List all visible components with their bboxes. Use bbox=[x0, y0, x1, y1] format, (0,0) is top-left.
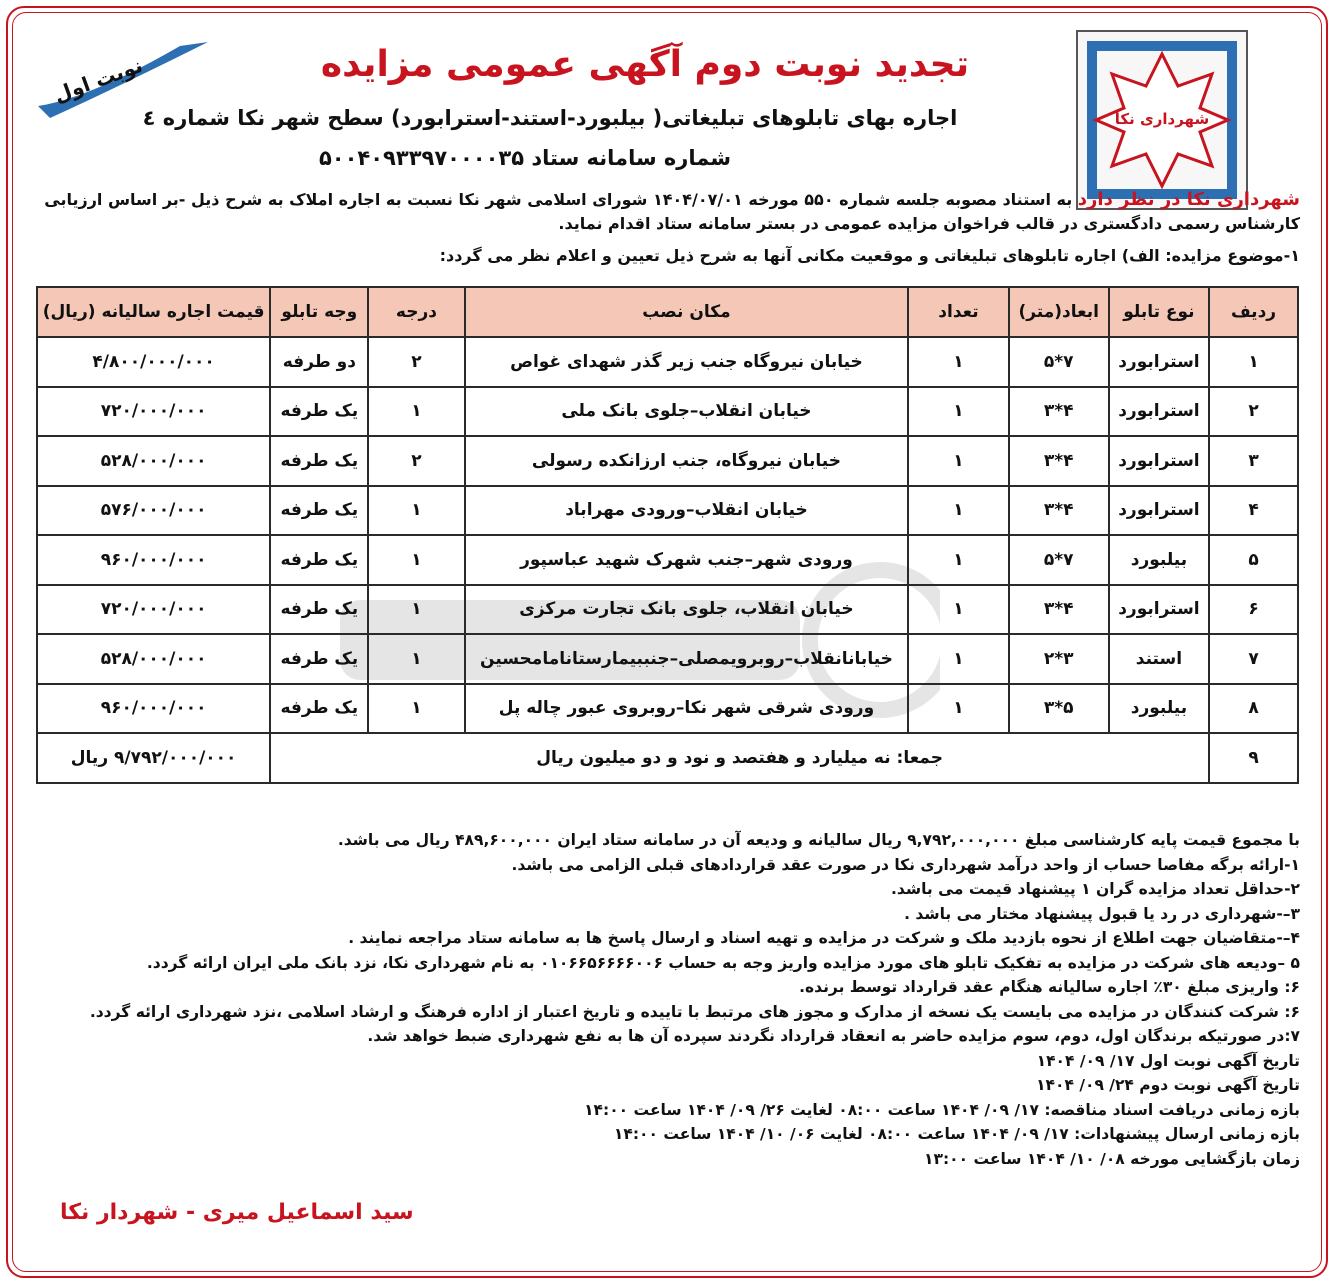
page-title: تجدید نوبت دوم آگهی عمومی مزایده bbox=[320, 44, 970, 85]
condition-item: زمان بازگشایی مورخه ۰۸/ ۱۰/ ۱۴۰۴ ساعت ۱۳:۰۰ bbox=[924, 1149, 1300, 1168]
intro-paragraph bbox=[40, 188, 1300, 236]
table-cell: ۷*۵ bbox=[1009, 337, 1109, 387]
total-text: جمعا: نه میلیارد و هفتصد و نود و دو میلیون ریال bbox=[270, 733, 1209, 783]
table-cell: ۵ bbox=[1209, 535, 1298, 585]
table-cell: ۷*۵ bbox=[1009, 535, 1109, 585]
municipality-logo bbox=[1076, 30, 1248, 210]
table-cell: ۳ bbox=[1209, 436, 1298, 486]
table-cell: ۵۷۶/۰۰۰/۰۰۰ bbox=[37, 486, 270, 536]
table-cell: ۱ bbox=[908, 585, 1008, 635]
table-cell: خیابانانقلاب–روبرویمصلی–جنببیمارستانامامحسین bbox=[465, 634, 909, 684]
table-cell: ۱ bbox=[908, 684, 1008, 734]
table-cell: ۱ bbox=[368, 634, 464, 684]
page-subtitle: اجاره بهای تابلوهای تبلیغاتی( بیلبورد-استند-استرابورد) سطح شهر نکا شماره ٤ bbox=[142, 106, 958, 130]
table-cell: ۱ bbox=[368, 535, 464, 585]
badge-text: نوبت اول bbox=[50, 52, 146, 108]
table-cell: یک طرفه bbox=[270, 585, 368, 635]
table-cell: بیلبورد bbox=[1109, 535, 1209, 585]
table-cell: ۴ bbox=[1209, 486, 1298, 536]
table-row bbox=[37, 684, 1298, 734]
table-cell: استرابورد bbox=[1109, 436, 1209, 486]
first-round-badge bbox=[30, 28, 210, 118]
intro-highlight: شهرداری نکا در نظر دارد bbox=[1077, 189, 1300, 210]
logo-text: شهرداری نکا bbox=[1114, 110, 1210, 128]
column-header: مکان نصب bbox=[465, 287, 909, 337]
table-cell: ۹۶۰/۰۰۰/۰۰۰ bbox=[37, 684, 270, 734]
signature: سید اسماعیل میری - شهردار نکا bbox=[60, 1200, 414, 1225]
table-cell: ۹۶۰/۰۰۰/۰۰۰ bbox=[37, 535, 270, 585]
condition-item: تاریخ آگهی نوبت اول ۱۷/ ۰۹/ ۱۴۰۴ bbox=[1036, 1051, 1300, 1070]
condition-item: ۴–-متقاضیان جهت اطلاع از نحوه بازدید ملک و شرکت در مزایده و تهیه اسناد و ارسال پاسخ ها به سامانه ستاد مراجعه نمایند . bbox=[348, 929, 1300, 947]
table-cell: استند bbox=[1109, 634, 1209, 684]
table-cell: خیابان نیروگاه جنب زیر گذر شهدای غواص bbox=[465, 337, 909, 387]
condition-item: بازه زمانی ارسال پیشنهادات: ۱۷/ ۰۹/ ۱۴۰۴ ساعت ۰۸:۰۰ لغایت ۰۶/ ۱۰/ ۱۴۰۴ ساعت ۱۴:۰۰ bbox=[613, 1125, 1300, 1143]
table-cell: خیابان انقلاب–جلوی بانک ملی bbox=[465, 387, 909, 437]
table-cell: ۱ bbox=[368, 486, 464, 536]
condition-item: ۷:در صورتیکه برندگان اول، دوم، سوم مزایده حاضر به انعقاد قرارداد نگردند سپرده آن ها به نفع شهرداری ضبط خواهد شد. bbox=[367, 1027, 1300, 1045]
auction-topic: ۱-موضوع مزایده: الف) اجاره تابلوهای تبلیغاتی و موقعیت مکانی آنها به شرح ذیل تعیین و اعلام نظر می گردد: bbox=[439, 246, 1300, 265]
table-cell: ۱ bbox=[1209, 337, 1298, 387]
table-cell: استرابورد bbox=[1109, 585, 1209, 635]
table-cell: ۶ bbox=[1209, 585, 1298, 635]
table-cell: ۱ bbox=[908, 436, 1008, 486]
column-header: وجه تابلو bbox=[270, 287, 368, 337]
table-cell: خیابان انقلاب، جلوی بانک تجارت مرکزی bbox=[465, 585, 909, 635]
table-cell: ۷۲۰/۰۰۰/۰۰۰ bbox=[37, 387, 270, 437]
table-cell: ۱ bbox=[368, 387, 464, 437]
table-cell: خیابان نیروگاه، جنب ارزانکده رسولی bbox=[465, 436, 909, 486]
total-value: ۹/۷۹۲/۰۰۰/۰۰۰ ریال bbox=[37, 733, 270, 783]
table-cell: ۵۲۸/۰۰۰/۰۰۰ bbox=[37, 634, 270, 684]
table-cell: استرابورد bbox=[1109, 387, 1209, 437]
total-row bbox=[37, 733, 1298, 783]
condition-item: بازه زمانی دریافت اسناد مناقصه: ۱۷/ ۰۹/ ۱۴۰۴ ساعت ۰۸:۰۰ لغایت ۲۶/ ۰۹/ ۱۴۰۴ ساعت ۱۴:۰۰ bbox=[584, 1100, 1300, 1119]
table-cell: یک طرفه bbox=[270, 684, 368, 734]
table-cell: ۱ bbox=[908, 387, 1008, 437]
table-cell: ۱ bbox=[368, 585, 464, 635]
column-header: ابعاد(متر) bbox=[1009, 287, 1109, 337]
table-cell: خیابان انقلاب–ورودی مهراباد bbox=[465, 486, 909, 536]
table-cell: یک طرفه bbox=[270, 436, 368, 486]
table-cell: ۴*۳ bbox=[1009, 486, 1109, 536]
condition-item: تاریخ آگهی نوبت دوم ۲۴/ ۰۹/ ۱۴۰۴ bbox=[1036, 1076, 1300, 1094]
setad-number: شماره سامانه ستاد ۵۰۰۴۰۹۳۳۹۷۰۰۰۰۳۵ bbox=[318, 146, 732, 170]
table-row bbox=[37, 337, 1298, 387]
table-cell: ۷۲۰/۰۰۰/۰۰۰ bbox=[37, 585, 270, 635]
table-cell: ۸ bbox=[1209, 684, 1298, 734]
table-cell: یک طرفه bbox=[270, 486, 368, 536]
table-row bbox=[37, 634, 1298, 684]
condition-item: ۶: واریزی مبلغ ۳۰٪ اجاره سالیانه هنگام عقد قرارداد توسط برنده. bbox=[799, 978, 1300, 996]
table-cell: ۱ bbox=[368, 684, 464, 734]
table-cell: ۷ bbox=[1209, 634, 1298, 684]
condition-item: با مجموع قیمت پایه کارشناسی مبلغ ۹,۷۹۲,۰۰۰,۰۰۰ ریال سالیانه و ودیعه آن در سامانه ستاد ایران ۴۸۹,۶۰۰,۰۰۰ ریال می باشد. bbox=[337, 831, 1300, 849]
table-header-row bbox=[37, 287, 1298, 337]
billboards-table bbox=[36, 286, 1299, 784]
column-header: تعداد bbox=[908, 287, 1008, 337]
table-cell: ۵*۳ bbox=[1009, 684, 1109, 734]
table-cell: یک طرفه bbox=[270, 387, 368, 437]
table-cell: ۵۲۸/۰۰۰/۰۰۰ bbox=[37, 436, 270, 486]
intro-text: به استناد مصوبه جلسه شماره ۵۵۰ مورخه ۱۴۰۴/۰۷/۰۱ شورای اسلامی شهر نکا نسبت به اجاره املاک به شرح ذیل -بر اساس ارزیابی کارشناس رسمی دادگستری در قالب فراخوان مزایده عمومی در بستر سامانه ستاد اقدام نماید. bbox=[44, 190, 1300, 233]
table-cell: ۲ bbox=[368, 337, 464, 387]
column-header: قیمت اجاره سالیانه (ریال) bbox=[37, 287, 270, 337]
table-cell: ۴*۳ bbox=[1009, 387, 1109, 437]
table-cell: ۴*۳ bbox=[1009, 585, 1109, 635]
condition-item: ۶: شرکت کنندگان در مزایده می بایست یک نسخه از مدارک و مجوز های مرتبط با تاییده و تاریخ اعتبار از اداره فرهنگ و ارشاد اسلامی ،نزد شهرداری ارائه گردد. bbox=[89, 1002, 1300, 1021]
table-row bbox=[37, 535, 1298, 585]
table-cell: استرابورد bbox=[1109, 486, 1209, 536]
table-cell: ۱ bbox=[908, 535, 1008, 585]
table-cell: دو طرفه bbox=[270, 337, 368, 387]
table-cell: یک طرفه bbox=[270, 634, 368, 684]
table-cell: ۱ bbox=[908, 634, 1008, 684]
table-cell: یک طرفه bbox=[270, 535, 368, 585]
condition-item: ۳–-شهرداری در رد یا قبول پیشنهاد مختار می باشد . bbox=[904, 904, 1300, 923]
condition-item: ۲-حداقل تعداد مزایده گران ۱ پیشنهاد قیمت می باشد. bbox=[891, 880, 1300, 898]
column-header: نوع تابلو bbox=[1109, 287, 1209, 337]
table-row bbox=[37, 436, 1298, 486]
table-cell: ۴/۸۰۰/۰۰۰/۰۰۰ bbox=[37, 337, 270, 387]
table-cell: ۴*۳ bbox=[1009, 436, 1109, 486]
table-cell: ورودی شهر–جنب شهرک شهید عباسپور bbox=[465, 535, 909, 585]
table-row bbox=[37, 387, 1298, 437]
condition-item: ۵ –ودیعه های شرکت در مزایده به تفکیک تابلو های مورد مزایده واریز وجه به حساب ۰۱۰۶۶۵۶۶۶۶۰۰۶ به نام شهرداری نکا، نزد بانک ملی ایران ارائه گردد. bbox=[146, 953, 1300, 972]
condition-item: ۱-ارائه برگه مفاصا حساب از واحد درآمد شهرداری نکا در صورت عقد قراردادهای قبلی الزامی می باشد. bbox=[511, 855, 1300, 874]
table-cell: ۱ bbox=[908, 337, 1008, 387]
total-row-number: ۹ bbox=[1209, 733, 1298, 783]
table-cell: ۳*۲ bbox=[1009, 634, 1109, 684]
table-cell: استرابورد bbox=[1109, 337, 1209, 387]
table-cell: بیلبورد bbox=[1109, 684, 1209, 734]
table-row bbox=[37, 585, 1298, 635]
table-cell: ورودی شرقی شهر نکا–روبروی عبور چاله پل bbox=[465, 684, 909, 734]
table-cell: ۱ bbox=[908, 486, 1008, 536]
table-cell: ۲ bbox=[368, 436, 464, 486]
column-header: درجه bbox=[368, 287, 464, 337]
table-cell: ۲ bbox=[1209, 387, 1298, 437]
table-row bbox=[37, 486, 1298, 536]
conditions-list bbox=[40, 828, 1300, 1171]
column-header: ردیف bbox=[1209, 287, 1298, 337]
